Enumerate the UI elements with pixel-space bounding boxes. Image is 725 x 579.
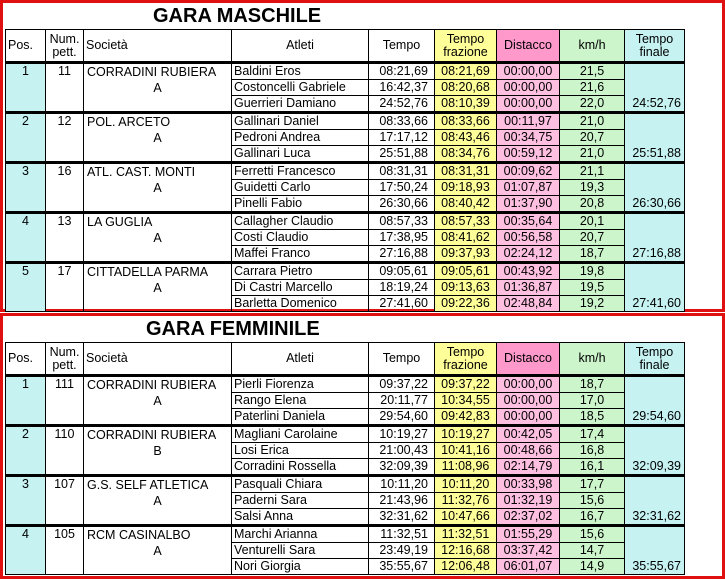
- gap-time: 00:00,00: [497, 63, 560, 80]
- split-time: 08:21,69: [435, 63, 497, 80]
- split-time: 10:11,20: [435, 476, 497, 493]
- split-time: 09:37,93: [435, 246, 497, 263]
- speed-kmh: 21,0: [560, 146, 625, 163]
- split-time: 08:40,42: [435, 196, 497, 213]
- team-category: A: [153, 494, 162, 508]
- team-position: 5: [6, 263, 46, 312]
- col-header-time: Tempo: [369, 343, 435, 376]
- female-race-title: GARA FEMMINILE: [146, 318, 320, 340]
- society-name: ATL. CAST. MONTI: [87, 165, 196, 179]
- speed-kmh: 16,1: [560, 459, 625, 476]
- cumulative-time: 09:37,22: [369, 376, 435, 393]
- female-results-table: [5, 342, 685, 575]
- final-time: 26:30,66: [625, 163, 685, 213]
- male-results-body: [6, 63, 685, 312]
- gap-time: 00:34,75: [497, 130, 560, 146]
- gap-time: 00:56,58: [497, 230, 560, 246]
- team-category: B: [153, 444, 162, 458]
- gap-time: 02:37,02: [497, 509, 560, 526]
- split-time: 10:34,55: [435, 393, 497, 409]
- gap-time: 00:42,05: [497, 426, 560, 443]
- speed-kmh: 19,5: [560, 280, 625, 296]
- athlete-name: Pasquali Chiara: [232, 476, 369, 493]
- cumulative-time: 26:30,66: [369, 196, 435, 213]
- gap-time: 02:14,79: [497, 459, 560, 476]
- team-position: 2: [6, 426, 46, 476]
- speed-kmh: 19,2: [560, 296, 625, 312]
- split-time: 10:41,16: [435, 443, 497, 459]
- team-society-cell: [84, 213, 232, 263]
- athlete-name: Marchi Arianna: [232, 526, 369, 543]
- col-header-time: Tempo: [369, 30, 435, 63]
- split-time: 12:16,68: [435, 543, 497, 559]
- society-name: CORRADINI RUBIERA: [87, 428, 217, 442]
- cumulative-time: 21:00,43: [369, 443, 435, 459]
- speed-kmh: 21,6: [560, 80, 625, 96]
- split-time: 09:18,93: [435, 180, 497, 196]
- cumulative-time: 09:05,61: [369, 263, 435, 280]
- gap-time: 01:32,19: [497, 493, 560, 509]
- col-header-split: Tempo frazione: [435, 343, 497, 376]
- team-position: 1: [6, 63, 46, 113]
- split-time: 08:57,33: [435, 213, 497, 230]
- team-category: A: [153, 394, 162, 408]
- gap-time: 00:00,00: [497, 393, 560, 409]
- bib-number: 12: [46, 113, 84, 163]
- society-name: G.S. SELF ATLETICA: [87, 478, 209, 492]
- speed-kmh: 14,9: [560, 559, 625, 575]
- split-time: 11:08,96: [435, 459, 497, 476]
- gap-time: 00:43,92: [497, 263, 560, 280]
- cumulative-time: 11:32,51: [369, 526, 435, 543]
- athlete-name: Paderni Sara: [232, 493, 369, 509]
- cumulative-time: 16:42,37: [369, 80, 435, 96]
- team-society-cell: [84, 63, 232, 113]
- cumulative-time: 29:54,60: [369, 409, 435, 426]
- col-header-num: Num. pett.: [46, 30, 84, 63]
- col-header-final: Tempo finale: [625, 30, 685, 63]
- split-time: 11:32,76: [435, 493, 497, 509]
- speed-kmh: 17,4: [560, 426, 625, 443]
- bib-number: 105: [46, 526, 84, 575]
- athlete-name: Guidetti Carlo: [232, 180, 369, 196]
- col-header-society: Società: [84, 30, 232, 63]
- split-time: 08:34,76: [435, 146, 497, 163]
- final-time: 32:31,62: [625, 476, 685, 526]
- split-time: 09:37,22: [435, 376, 497, 393]
- athlete-name: Rango Elena: [232, 393, 369, 409]
- bib-number: 107: [46, 476, 84, 526]
- gap-time: 00:48,66: [497, 443, 560, 459]
- gap-time: 00:09,62: [497, 163, 560, 180]
- gap-time: 02:24,12: [497, 246, 560, 263]
- team-category: A: [153, 81, 162, 95]
- athlete-row: [6, 163, 685, 180]
- athlete-name: Pierli Fiorenza: [232, 376, 369, 393]
- speed-kmh: 21,0: [560, 113, 625, 130]
- cumulative-time: 17:17,12: [369, 130, 435, 146]
- speed-kmh: 20,1: [560, 213, 625, 230]
- team-category: A: [153, 131, 162, 145]
- cumulative-time: 27:41,60: [369, 296, 435, 312]
- gap-time: 01:07,87: [497, 180, 560, 196]
- cumulative-time: 32:09,39: [369, 459, 435, 476]
- speed-kmh: 14,7: [560, 543, 625, 559]
- speed-kmh: 19,8: [560, 263, 625, 280]
- bib-number: 11: [46, 63, 84, 113]
- team-category: A: [153, 281, 162, 295]
- split-time: 08:33,66: [435, 113, 497, 130]
- cumulative-time: 21:43,96: [369, 493, 435, 509]
- split-time: 08:41,62: [435, 230, 497, 246]
- cumulative-time: 10:19,27: [369, 426, 435, 443]
- cumulative-time: 35:55,67: [369, 559, 435, 575]
- split-time: 08:31,31: [435, 163, 497, 180]
- athlete-row: [6, 213, 685, 230]
- cumulative-time: 18:19,24: [369, 280, 435, 296]
- cumulative-time: 23:49,19: [369, 543, 435, 559]
- col-header-kmh: km/h: [560, 30, 625, 63]
- cumulative-time: 08:57,33: [369, 213, 435, 230]
- team-society-cell: [84, 526, 232, 575]
- split-time: 09:42,83: [435, 409, 497, 426]
- split-time: 08:43,46: [435, 130, 497, 146]
- male-header-row: [6, 30, 685, 63]
- athlete-row: [6, 376, 685, 393]
- col-header-num: Num. pett.: [46, 343, 84, 376]
- bib-number: 13: [46, 213, 84, 263]
- team-society-cell: [84, 113, 232, 163]
- split-time: 09:05,61: [435, 263, 497, 280]
- final-time: 35:55,67: [625, 526, 685, 575]
- cumulative-time: 20:11,77: [369, 393, 435, 409]
- team-position: 3: [6, 163, 46, 213]
- speed-kmh: 16,7: [560, 509, 625, 526]
- athlete-name: Maffei Franco: [232, 246, 369, 263]
- speed-kmh: 22,0: [560, 96, 625, 113]
- team-position: 2: [6, 113, 46, 163]
- gap-time: 03:37,42: [497, 543, 560, 559]
- speed-kmh: 21,5: [560, 63, 625, 80]
- speed-kmh: 15,6: [560, 493, 625, 509]
- team-category: A: [153, 544, 162, 558]
- athlete-name: Callagher Claudio: [232, 213, 369, 230]
- team-category: A: [153, 231, 162, 245]
- athlete-name: Pedroni Andrea: [232, 130, 369, 146]
- athlete-name: Baldini Eros: [232, 63, 369, 80]
- split-time: 10:47,66: [435, 509, 497, 526]
- gap-time: 01:55,29: [497, 526, 560, 543]
- bib-number: 17: [46, 263, 84, 312]
- team-category: A: [153, 181, 162, 195]
- gap-time: 06:01,07: [497, 559, 560, 575]
- split-time: 08:10,39: [435, 96, 497, 113]
- bib-number: 111: [46, 376, 84, 426]
- female-results-body: [6, 376, 685, 575]
- bib-number: 16: [46, 163, 84, 213]
- athlete-name: Salsi Anna: [232, 509, 369, 526]
- col-header-athletes: Atleti: [232, 30, 369, 63]
- gap-time: 00:59,12: [497, 146, 560, 163]
- final-time: 24:52,76: [625, 63, 685, 113]
- athlete-row: [6, 63, 685, 80]
- team-position: 3: [6, 476, 46, 526]
- speed-kmh: 18,7: [560, 246, 625, 263]
- split-time: 10:19,27: [435, 426, 497, 443]
- athlete-name: Venturelli Sara: [232, 543, 369, 559]
- team-society-cell: [84, 163, 232, 213]
- athlete-name: Corradini Rossella: [232, 459, 369, 476]
- speed-kmh: 17,0: [560, 393, 625, 409]
- gap-time: 01:36,87: [497, 280, 560, 296]
- final-time: 29:54,60: [625, 376, 685, 426]
- team-position: 1: [6, 376, 46, 426]
- col-header-gap: Distacco: [497, 30, 560, 63]
- gap-time: 00:33,98: [497, 476, 560, 493]
- athlete-row: [6, 263, 685, 280]
- cumulative-time: 24:52,76: [369, 96, 435, 113]
- team-position: 4: [6, 213, 46, 263]
- society-name: RCM CASINALBO: [87, 528, 191, 542]
- female-race-panel: [0, 313, 725, 579]
- society-name: CORRADINI RUBIERA: [87, 378, 217, 392]
- split-time: 12:06,48: [435, 559, 497, 575]
- athlete-name: Nori Giorgia: [232, 559, 369, 575]
- speed-kmh: 18,5: [560, 409, 625, 426]
- gap-time: 01:37,90: [497, 196, 560, 213]
- athlete-row: [6, 526, 685, 543]
- female-header-row: [6, 343, 685, 376]
- athlete-name: Pinelli Fabio: [232, 196, 369, 213]
- speed-kmh: 17,7: [560, 476, 625, 493]
- bib-number: 110: [46, 426, 84, 476]
- speed-kmh: 16,8: [560, 443, 625, 459]
- cumulative-time: 08:21,69: [369, 63, 435, 80]
- gap-time: 00:35,64: [497, 213, 560, 230]
- final-time: 25:51,88: [625, 113, 685, 163]
- speed-kmh: 20,7: [560, 130, 625, 146]
- col-header-final: Tempo finale: [625, 343, 685, 376]
- cumulative-time: 17:38,95: [369, 230, 435, 246]
- col-header-athletes: Atleti: [232, 343, 369, 376]
- col-header-society: Società: [84, 343, 232, 376]
- col-header-pos: Pos.: [6, 343, 46, 376]
- team-society-cell: [84, 263, 232, 312]
- athlete-name: Gallinari Daniel: [232, 113, 369, 130]
- split-time: 09:13,63: [435, 280, 497, 296]
- athlete-name: Losi Erica: [232, 443, 369, 459]
- split-time: 11:32,51: [435, 526, 497, 543]
- male-race-title: GARA MASCHILE: [153, 5, 322, 27]
- athlete-name: Carrara Pietro: [232, 263, 369, 280]
- society-name: POL. ARCETO: [87, 115, 171, 129]
- athlete-name: Costoncelli Gabriele: [232, 80, 369, 96]
- team-society-cell: [84, 476, 232, 526]
- athlete-row: [6, 113, 685, 130]
- male-results-table: [5, 29, 685, 312]
- society-name: CORRADINI RUBIERA: [87, 65, 217, 79]
- split-time: 08:20,68: [435, 80, 497, 96]
- team-society-cell: [84, 426, 232, 476]
- gap-time: 00:00,00: [497, 376, 560, 393]
- society-name: LA GUGLIA: [87, 215, 153, 229]
- col-header-gap: Distacco: [497, 343, 560, 376]
- speed-kmh: 20,8: [560, 196, 625, 213]
- col-header-kmh: km/h: [560, 343, 625, 376]
- athlete-name: Guerrieri Damiano: [232, 96, 369, 113]
- athlete-name: Di Castri Marcello: [232, 280, 369, 296]
- cumulative-time: 32:31,62: [369, 509, 435, 526]
- team-society-cell: [84, 376, 232, 426]
- final-time: 27:41,60: [625, 263, 685, 312]
- athlete-name: Magliani Carolaine: [232, 426, 369, 443]
- athlete-row: [6, 426, 685, 443]
- gap-time: 02:48,84: [497, 296, 560, 312]
- col-header-pos: Pos.: [6, 30, 46, 63]
- speed-kmh: 15,6: [560, 526, 625, 543]
- gap-time: 00:00,00: [497, 80, 560, 96]
- cumulative-time: 10:11,20: [369, 476, 435, 493]
- cumulative-time: 08:31,31: [369, 163, 435, 180]
- gap-time: 00:11,97: [497, 113, 560, 130]
- col-header-split: Tempo frazione: [435, 30, 497, 63]
- final-time: 27:16,88: [625, 213, 685, 263]
- final-time: 32:09,39: [625, 426, 685, 476]
- cumulative-time: 17:50,24: [369, 180, 435, 196]
- society-name: CITTADELLA PARMA: [87, 265, 209, 279]
- speed-kmh: 21,1: [560, 163, 625, 180]
- gap-time: 00:00,00: [497, 409, 560, 426]
- speed-kmh: 18,7: [560, 376, 625, 393]
- athlete-name: Gallinari Luca: [232, 146, 369, 163]
- speed-kmh: 19,3: [560, 180, 625, 196]
- athlete-name: Paterlini Daniela: [232, 409, 369, 426]
- team-position: 4: [6, 526, 46, 575]
- split-time: 09:22,36: [435, 296, 497, 312]
- athlete-name: Ferretti Francesco: [232, 163, 369, 180]
- gap-time: 00:00,00: [497, 96, 560, 113]
- cumulative-time: 08:33,66: [369, 113, 435, 130]
- athlete-name: Barletta Domenico: [232, 296, 369, 312]
- athlete-row: [6, 476, 685, 493]
- athlete-name: Costi Claudio: [232, 230, 369, 246]
- cumulative-time: 25:51,88: [369, 146, 435, 163]
- cumulative-time: 27:16,88: [369, 246, 435, 263]
- speed-kmh: 20,7: [560, 230, 625, 246]
